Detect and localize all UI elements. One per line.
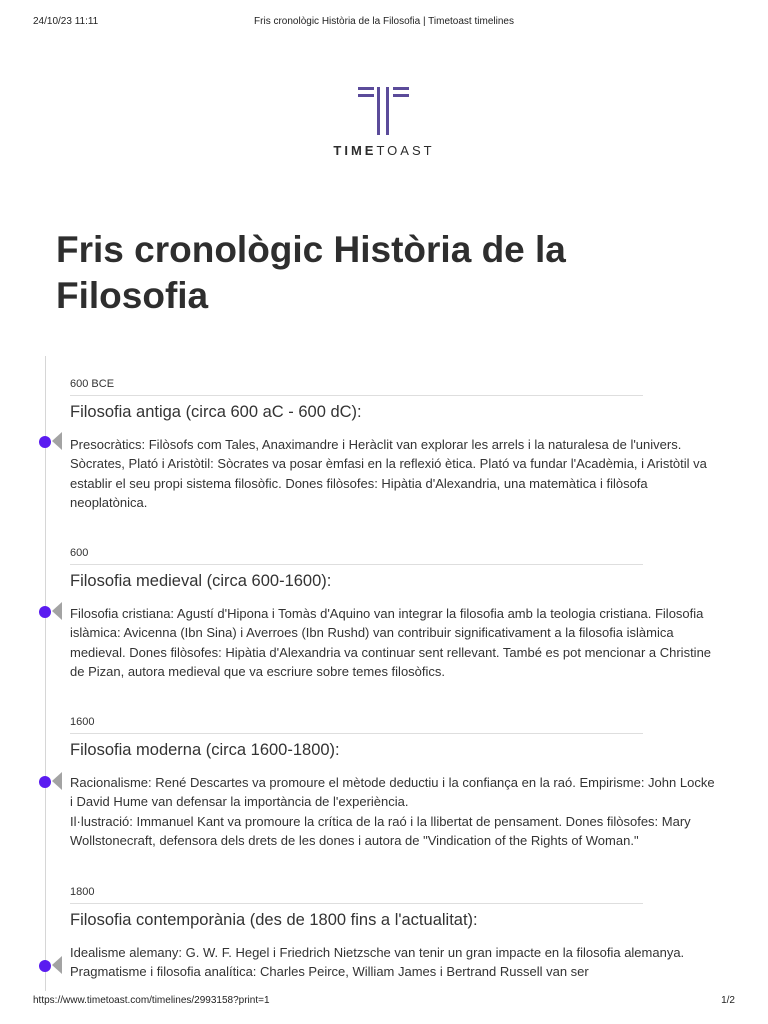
timeline-vertical-line — [45, 356, 46, 991]
event-paragraph: Il·lustració: Immanuel Kant va promoure la crítica de la raó i la llibertat de pensament. Dones filòsofes: Mary Wollstonecraft, defensora dels drets de les dones i autora de "Vindication of the Rights of Woman." — [70, 813, 691, 848]
timeline-dot-icon — [39, 606, 51, 618]
print-footer — [33, 995, 735, 1009]
event-divider — [70, 903, 643, 904]
event-divider — [70, 395, 643, 396]
event-divider — [70, 564, 643, 565]
event-description — [70, 604, 720, 681]
event-title: Filosofia contemporània (des de 1800 fins a l'actualitat): — [70, 911, 478, 929]
event-title: Filosofia medieval (circa 600-1600): — [70, 572, 332, 590]
event-title: Filosofia antiga (circa 600 aC - 600 dC): — [70, 403, 362, 421]
timeline-marker — [39, 432, 63, 450]
timeline-dot-icon — [39, 776, 51, 788]
event-paragraph: Presocràtics: Filòsofs com Tales, Anaximandre i Heràclit van explorar les arrels i la naturalesa de l'univers. Sòcrates, Plató i Aristòtil: Sòcrates va posar èmfasi en la reflexió ètica. Plató va fundar l'Acadèmia, i Aristòtil va establir el seu propi sistema filosòfic. Dones filòsofes: Hipàtia d'Alexandria, una matemàtica i filòsofa neoplatònica. — [70, 437, 707, 510]
logo-wordmark — [324, 143, 444, 158]
event-description — [70, 943, 720, 982]
event-divider — [70, 733, 643, 734]
timeline-marker — [39, 956, 63, 974]
pointer-arrow-icon — [52, 772, 62, 790]
event-paragraph: Idealisme alemany: G. W. F. Hegel i Friedrich Nietzsche van tenir un gran impacte en la filosofia alemanya. Pragmatisme i filosofia analítica: Charles Peirce, William James i Bertrand Russell van ser — [70, 945, 685, 980]
timeline-dot-icon — [39, 436, 51, 448]
timeline-dot-icon — [39, 960, 51, 972]
pointer-arrow-icon — [52, 956, 62, 974]
event-description — [70, 773, 720, 850]
print-header — [33, 16, 735, 30]
pointer-arrow-icon — [52, 432, 62, 450]
event-paragraph: Racionalisme: René Descartes va promoure el mètode deductiu i la confiança en la raó. Empirisme: John Locke i David Hume van defensar la importància de l'experiència. — [70, 775, 715, 810]
logo-word-light: TOAST — [376, 143, 435, 158]
timetoast-logo[interactable] — [324, 87, 444, 158]
event-description — [70, 435, 720, 512]
timeline-marker — [39, 772, 63, 790]
event-date: 600 BCE — [70, 378, 115, 390]
logo-word-bold: TIME — [333, 143, 377, 158]
timeline-marker — [39, 602, 63, 620]
page-number: 1/2 — [721, 995, 735, 1006]
event-date: 1800 — [70, 886, 95, 898]
pointer-arrow-icon — [52, 602, 62, 620]
event-date: 1600 — [70, 716, 95, 728]
event-date: 600 — [70, 547, 89, 559]
print-datetime: 24/10/23 11:11 — [33, 16, 99, 27]
print-url-link[interactable]: https://www.timetoast.com/timelines/2993158?print=1 — [33, 995, 270, 1006]
print-page-title: Fris cronològic Història de la Filosofia | Timetoast timelines — [254, 16, 514, 27]
timetoast-t-icon — [358, 87, 410, 135]
event-paragraph: Filosofia cristiana: Agustí d'Hipona i Tomàs d'Aquino van integrar la filosofia amb la teologia cristiana. Filosofia islàmica: Avicenna (Ibn Sina) i Averroes (Ibn Rushd) van contribuir significativament a la filosofia islàmica medieval. Dones filòsofes: Hipàtia d'Alexandria va continuar sent rellevant. També es pot mencionar a Christine de Pizan, autora medieval que va escriure sobre temes filosòfics. — [70, 606, 712, 679]
timeline-title: Fris cronològic Història de la Filosofia — [56, 229, 566, 316]
event-title: Filosofia moderna (circa 1600-1800): — [70, 741, 340, 759]
